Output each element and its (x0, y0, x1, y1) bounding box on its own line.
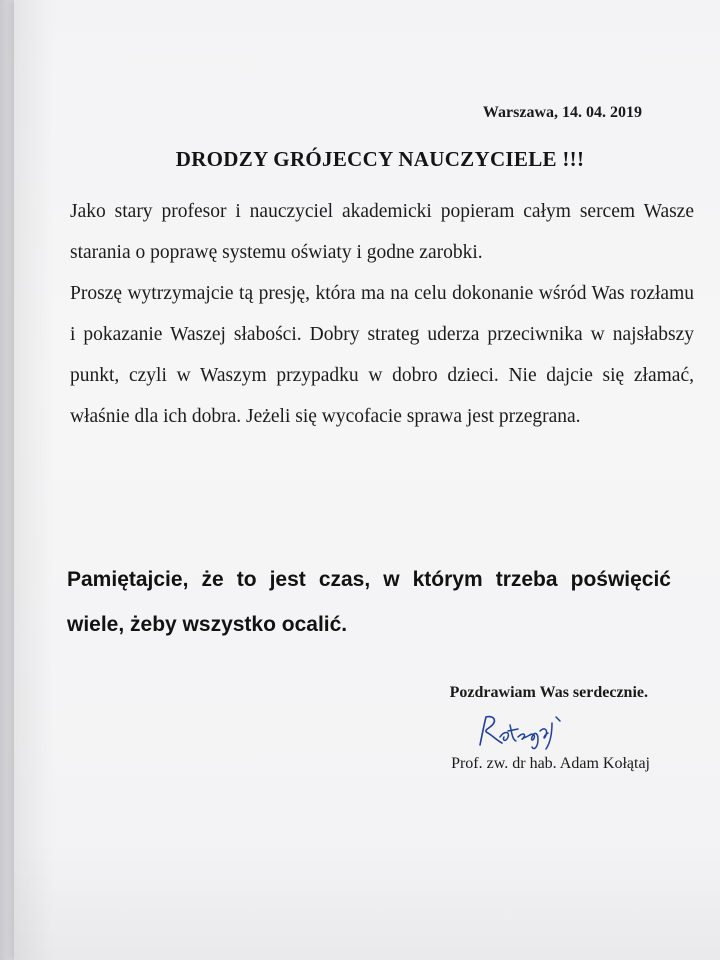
emphasis-statement: Pamiętajcie, że to jest czas, w którym trzeba poświęcić wiele, żeby wszystko ocalić. (67, 568, 671, 636)
letter-title: DRODZY GRÓJECCY NAUCZYCIELE !!! (175, 147, 585, 171)
author-name: Prof. zw. dr hab. Adam Kołątaj (451, 755, 650, 772)
paper-shadow (14, 840, 720, 960)
letter-page (14, 0, 720, 960)
paragraph-support: Jako stary profesor i nauczyciel akademicki popieram całym sercem Wasze starania o poprawę systemu oświaty i godne zarobki. (70, 201, 694, 263)
letter-date: Warszawa, 14. 04. 2019 (482, 104, 642, 121)
letter-body (70, 191, 694, 437)
closing-greeting: Pozdrawiam Was serdecznie. (449, 684, 648, 701)
paragraph-pressure: Proszę wytrzymajcie tą presję, która ma na celu dokonanie wśród Was rozłamu i pokazanie Waszej słabości. Dobry strateg uderza przeciwnika w najsłabszy punkt, czyli w Waszym przypadku w dobro dzieci. Nie dajcie się złamać, właśnie dla ich dobra. Jeżeli się wycofacie sprawa jest przegrana. (70, 283, 694, 427)
handwritten-signature (472, 707, 582, 757)
